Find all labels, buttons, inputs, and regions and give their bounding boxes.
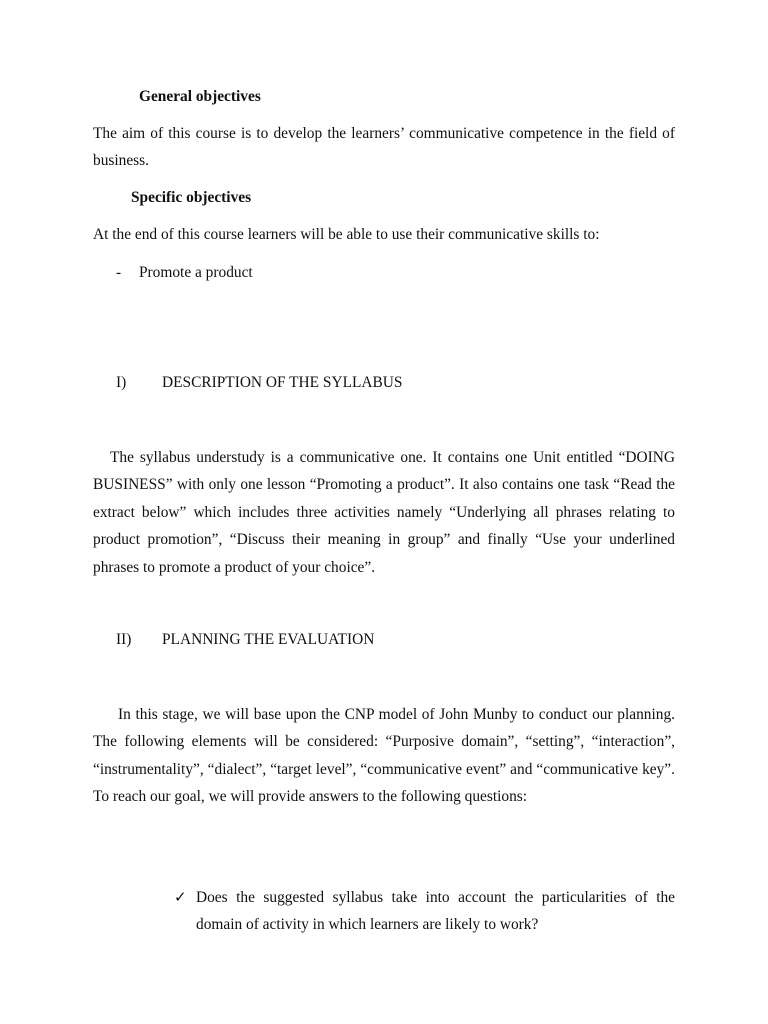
section-2-title: PLANNING THE EVALUATION <box>162 631 375 648</box>
general-objectives-heading: General objectives <box>139 88 261 105</box>
section-2-text: In this stage, we will base upon the CNP model of John Munby to conduct our planning. The following elements will be considered: “Purposive domain”, “setting”, “interaction”, “instrumentality”, “dialect”, “target level”, “communicative event” and “communicative key”. To reach our goal, we will provide answers to the following questions: <box>93 706 675 806</box>
bullet-item: Promote a product <box>139 264 253 281</box>
section-1-text: The syllabus understudy is a communicative one. It contains one Unit entitled “DOING BUSINESS” with only one lesson “Promoting a product”. It also contains one task “Read the extract below” which includes three activities namely “Underlying all phrases relating to product promotion”, “Discuss their meaning in group” and finally “Use your underlined phrases to promote a product of your choice”. <box>93 449 675 576</box>
question-item: Does the suggested syllabus take into account the particularities of the domain of activity in which learners are likely to work? <box>196 889 675 934</box>
section-1-title: DESCRIPTION OF THE SYLLABUS <box>162 374 403 391</box>
section-2-number: II) <box>116 631 132 648</box>
general-objectives-text: The aim of this course is to develop the learners’ communicative competence in the field of business. <box>93 125 675 170</box>
specific-objectives-intro: At the end of this course learners will be able to use their communicative skills to: <box>93 226 600 243</box>
specific-objectives-heading: Specific objectives <box>131 189 252 206</box>
bullet-marker: - <box>116 264 122 281</box>
checkmark-icon: ✓ <box>174 888 187 906</box>
section-1-number: I) <box>116 374 127 391</box>
